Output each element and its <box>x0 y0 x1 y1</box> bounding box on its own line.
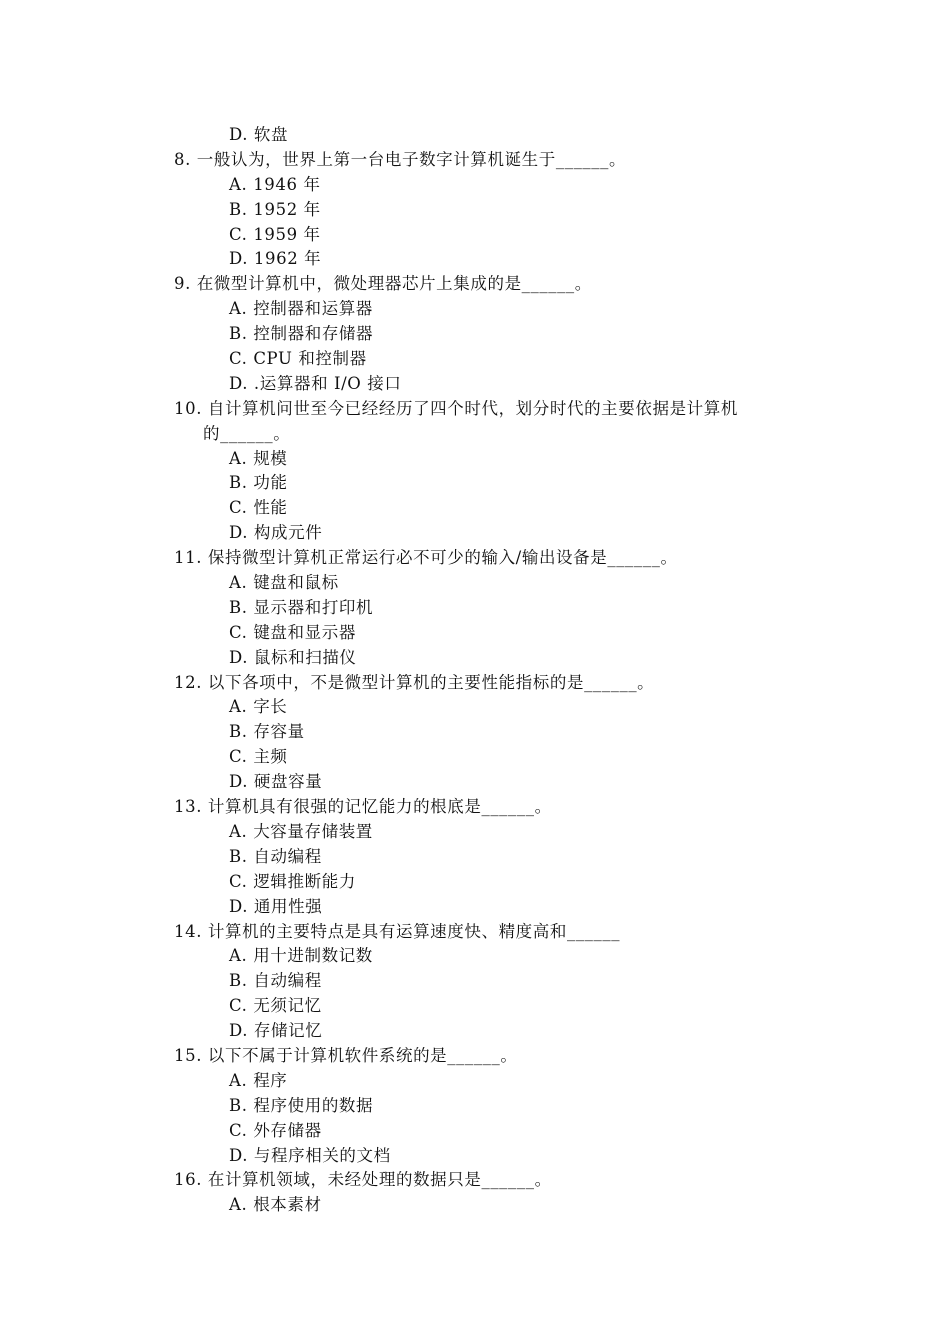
answer-option: D. 通用性强 <box>229 896 323 916</box>
answer-option: A. 用十进制数记数 <box>229 946 373 966</box>
answer-option: A. 字长 <box>229 697 288 717</box>
answer-option: C. 外存储器 <box>229 1120 322 1140</box>
answer-option: B. 控制器和存储器 <box>229 324 374 344</box>
answer-option: C. 逻辑推断能力 <box>229 871 356 891</box>
question-text: 9. 在微型计算机中，微处理器芯片上集成的是______。 <box>174 274 592 294</box>
answer-option: A. 程序 <box>229 1070 288 1090</box>
answer-option: B. 自动编程 <box>229 971 322 991</box>
answer-option: B. 存容量 <box>229 722 305 742</box>
answer-option: B. 功能 <box>229 473 288 493</box>
answer-option: D. 鼠标和扫描仪 <box>229 647 357 667</box>
document-page <box>0 123 950 1218</box>
answer-option: C. 性能 <box>229 498 288 518</box>
answer-option: D. 构成元件 <box>229 523 323 543</box>
question-text: 10. 自计算机问世至今已经经历了四个时代，划分时代的主要依据是计算机 <box>174 398 738 418</box>
answer-option: D. 硬盘容量 <box>229 772 323 792</box>
answer-option: B. 程序使用的数据 <box>229 1095 374 1115</box>
question-text: 12. 以下各项中，不是微型计算机的主要性能指标的是______。 <box>174 672 655 692</box>
answer-option: B. 自动编程 <box>229 846 322 866</box>
answer-option: D. 1962 年 <box>229 249 322 269</box>
answer-option: B. 显示器和打印机 <box>229 597 374 617</box>
answer-option: C. 主频 <box>229 747 288 767</box>
answer-option: C. 键盘和显示器 <box>229 622 356 642</box>
answer-option: A. 大容量存储装置 <box>229 821 373 841</box>
answer-option: D. 软盘 <box>229 125 289 144</box>
answer-option: D. 与程序相关的文档 <box>229 1145 391 1165</box>
question-text: 8. 一般认为，世界上第一台电子数字计算机诞生于______。 <box>174 149 627 169</box>
answer-option: D. .运算器和 I/O 接口 <box>229 373 402 393</box>
question-text: 15. 以下不属于计算机软件系统的是______。 <box>174 1045 518 1065</box>
answer-option: A. 键盘和鼠标 <box>229 573 339 593</box>
answer-option: A. 1946 年 <box>229 174 321 194</box>
answer-option: D. 存储记忆 <box>229 1021 323 1041</box>
question-text: 16. 在计算机领域，未经处理的数据只是______。 <box>174 1170 552 1190</box>
question-text: 14. 计算机的主要特点是具有运算速度快、精度高和______ <box>174 921 621 941</box>
answer-option: A. 规模 <box>229 448 288 468</box>
answer-option: C. 1959 年 <box>229 224 321 244</box>
answer-option: C. CPU 和控制器 <box>229 349 367 369</box>
answer-option: C. 无须记忆 <box>229 996 322 1016</box>
answer-option: A. 控制器和运算器 <box>229 299 373 319</box>
answer-option: A. 根本素材 <box>229 1195 322 1215</box>
question-text: 11. 保持微型计算机正常运行必不可少的输入/输出设备是______。 <box>174 548 678 568</box>
question-text-continued: 的______。 <box>203 423 291 443</box>
answer-option: B. 1952 年 <box>229 199 321 219</box>
question-text: 13. 计算机具有很强的记忆能力的根底是______。 <box>174 797 552 817</box>
